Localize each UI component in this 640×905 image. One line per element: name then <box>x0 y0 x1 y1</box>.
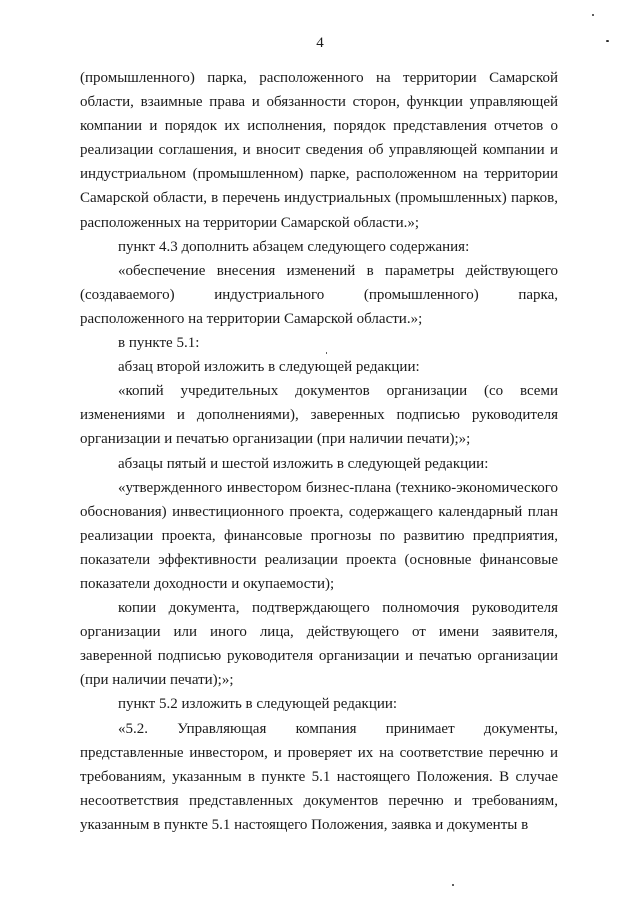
document-body <box>80 66 558 837</box>
scan-speck <box>326 352 327 354</box>
paragraph-11: «5.2. Управляющая компания принимает документы, представленные инвестором, и проверяет их на соответствие перечню и требованиям, указанным в пункте 5.1 настоящего Положения. В случае несоответствия представленных документов перечню и требованиям, указанным в пункте 5.1 настоящего Положения, заявка и документы в <box>80 720 558 833</box>
scan-speck <box>606 40 609 42</box>
paragraph-7: абзацы пятый и шестой изложить в следующей редакции: <box>118 455 489 472</box>
paragraph-3: «обеспечение внесения изменений в параметры действующего (создаваемого) индустриального (промышленного) парка, расположенного на территории Самарской области.»; <box>80 262 558 327</box>
paragraph-1: (промышленного) парка, расположенного на территории Самарской области, взаимные права и обязанности сторон, функции управляющей компании и порядок их исполнения, порядок представления отчетов о реализации соглашения, и вносит сведения об управляющей компании и индустриальном (промышленном) парке, расположенном на территории Самарской области, в перечень индустриальных (промышленных) парков, расположенных на территории Самарской области.»; <box>80 70 558 231</box>
paragraph-8: «утвержденного инвестором бизнес-плана (технико-экономического обоснования) инвестиционного проекта, содержащего календарный план реализации проекта, финансовые прогнозы по развитию предприятия, показатели эффективности реализации проекта (основные финансовые показатели доходности и окупаемости); <box>80 479 558 592</box>
paragraph-2: пункт 4.3 дополнить абзацем следующего содержания: <box>118 238 470 255</box>
paragraph-9: копии документа, подтверждающего полномочия руководителя организации или иного лица, действующего от имени заявителя, заверенной подписью руководителя организации и печатью организации (при наличии печати);»; <box>80 600 558 689</box>
scan-speck <box>592 14 594 16</box>
paragraph-5: абзац второй изложить в следующей редакции: <box>118 359 420 376</box>
paragraph-4: в пункте 5.1: <box>118 335 200 352</box>
scan-speck <box>452 884 454 886</box>
page-number: 4 <box>316 35 324 51</box>
paragraph-10: пункт 5.2 изложить в следующей редакции: <box>118 696 398 713</box>
paragraph-6: «копий учредительных документов организации (со всеми изменениями и дополнениями), заверенных подписью руководителя организации и печатью организации (при наличии печати);»; <box>80 383 558 448</box>
